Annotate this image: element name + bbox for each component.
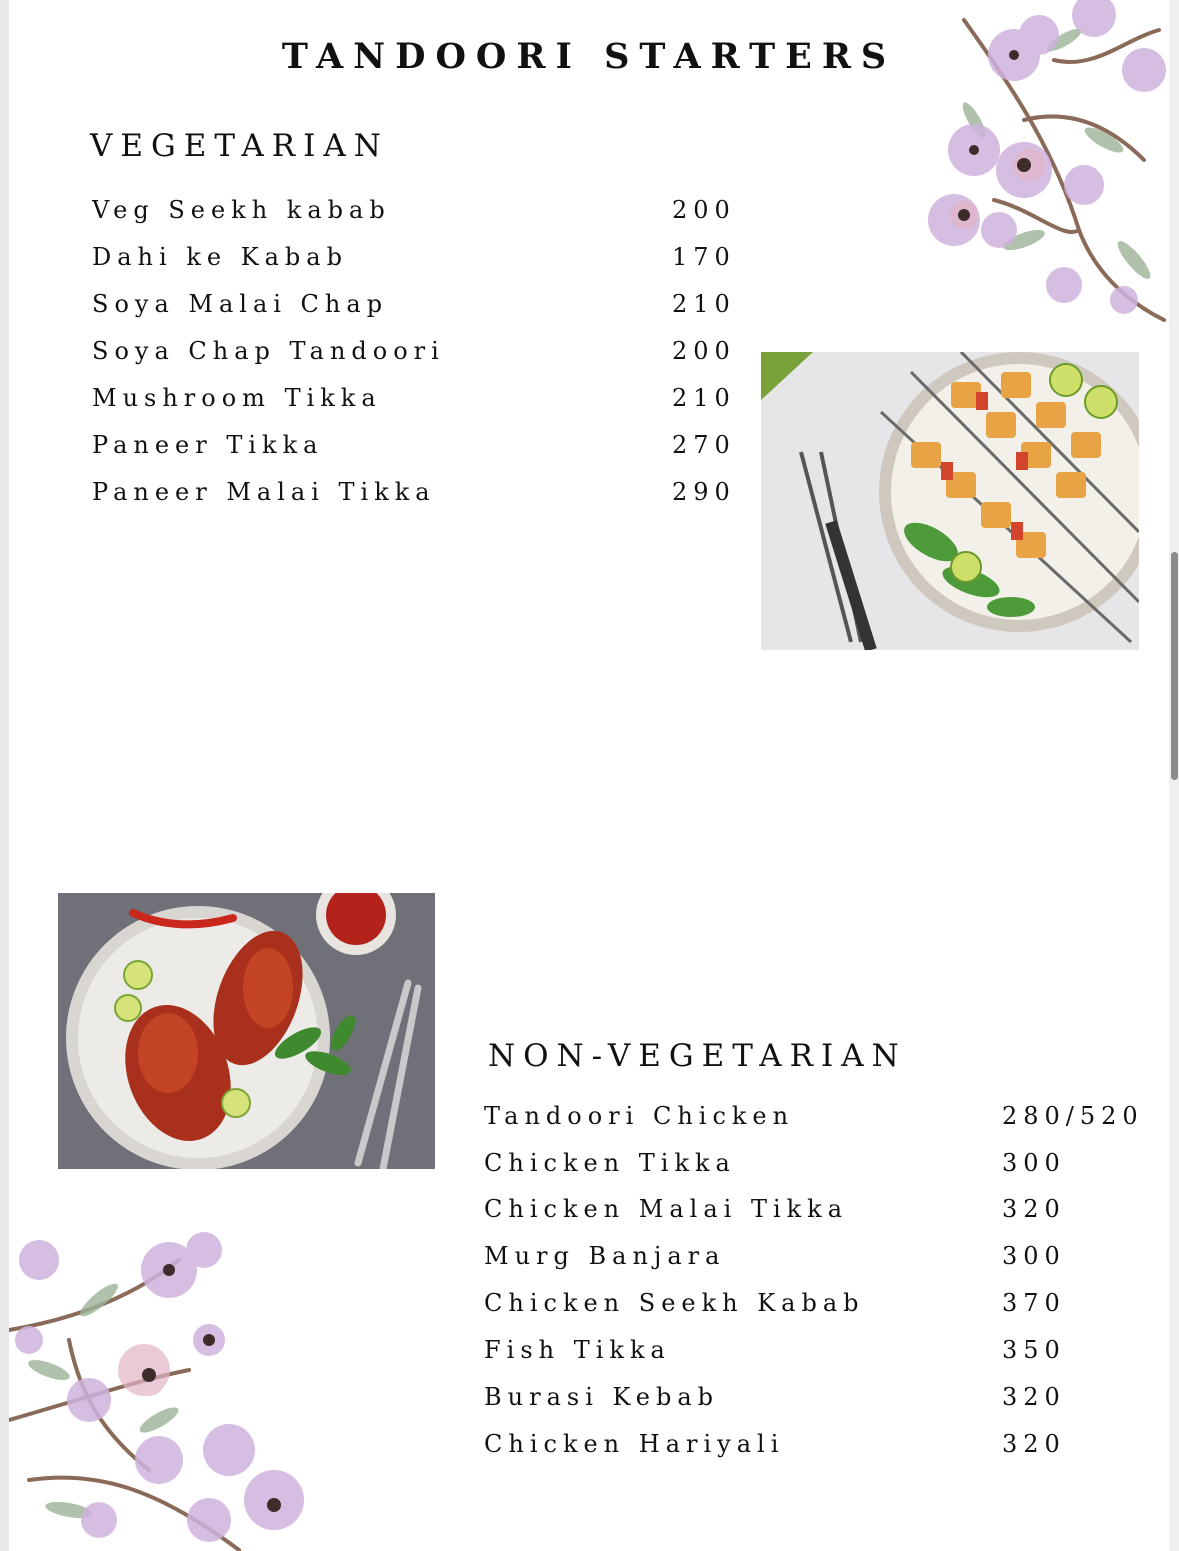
item-name: Fish Tikka <box>484 1336 671 1364</box>
item-name: Chicken Tikka <box>484 1149 736 1177</box>
vegetarian-heading: VEGETARIAN <box>90 128 389 164</box>
item-price: 320 <box>1002 1195 1066 1223</box>
list-item <box>484 1336 1164 1383</box>
item-price: 290 <box>672 478 736 506</box>
list-item <box>92 478 752 525</box>
item-name: Paneer Tikka <box>92 431 324 459</box>
scrollbar[interactable] <box>1169 0 1179 1551</box>
item-name: Paneer Malai Tikka <box>92 478 436 506</box>
list-item <box>484 1430 1164 1477</box>
scrollbar-thumb[interactable] <box>1171 552 1178 780</box>
paneer-tikka-photo <box>761 352 1139 650</box>
item-price: 350 <box>1002 1336 1066 1364</box>
list-item <box>484 1289 1164 1336</box>
floral-decoration-bottom-left <box>9 1220 319 1551</box>
menu-page <box>9 0 1169 1551</box>
item-price: 320 <box>1002 1430 1066 1458</box>
item-name: Burasi Kebab <box>484 1383 720 1411</box>
item-name: Soya Malai Chap <box>92 290 389 318</box>
item-price: 280/520 <box>1002 1102 1144 1130</box>
item-name: Mushroom Tikka <box>92 384 382 412</box>
list-item <box>484 1383 1164 1430</box>
list-item <box>92 196 752 243</box>
item-name: Soya Chap Tandoori <box>92 337 445 365</box>
item-price: 300 <box>1002 1242 1066 1270</box>
item-price: 210 <box>672 290 736 318</box>
item-price: 270 <box>672 431 736 459</box>
list-item <box>92 243 752 290</box>
list-item <box>92 431 752 478</box>
list-item <box>92 290 752 337</box>
item-name: Chicken Malai Tikka <box>484 1195 849 1223</box>
list-item <box>484 1149 1164 1196</box>
item-name: Chicken Seekh Kabab <box>484 1289 865 1317</box>
list-item <box>484 1102 1164 1149</box>
item-price: 170 <box>672 243 736 271</box>
item-name: Murg Banjara <box>484 1242 726 1270</box>
menu-title: TANDOORI STARTERS <box>281 36 897 77</box>
tandoori-chicken-photo <box>58 893 435 1169</box>
list-item <box>92 337 752 384</box>
item-price: 200 <box>672 337 736 365</box>
item-name: Veg Seekh kabab <box>92 196 391 224</box>
item-price: 320 <box>1002 1383 1066 1411</box>
item-price: 200 <box>672 196 736 224</box>
list-item <box>484 1242 1164 1289</box>
item-price: 210 <box>672 384 736 412</box>
item-price: 300 <box>1002 1149 1066 1177</box>
item-name: Tandoori Chicken <box>484 1102 795 1130</box>
list-item <box>484 1195 1164 1242</box>
list-item <box>92 384 752 431</box>
non-vegetarian-heading: NON-VEGETARIAN <box>488 1038 907 1074</box>
item-price: 370 <box>1002 1289 1066 1317</box>
item-name: Chicken Hariyali <box>484 1430 785 1458</box>
item-name: Dahi ke Kabab <box>92 243 348 271</box>
